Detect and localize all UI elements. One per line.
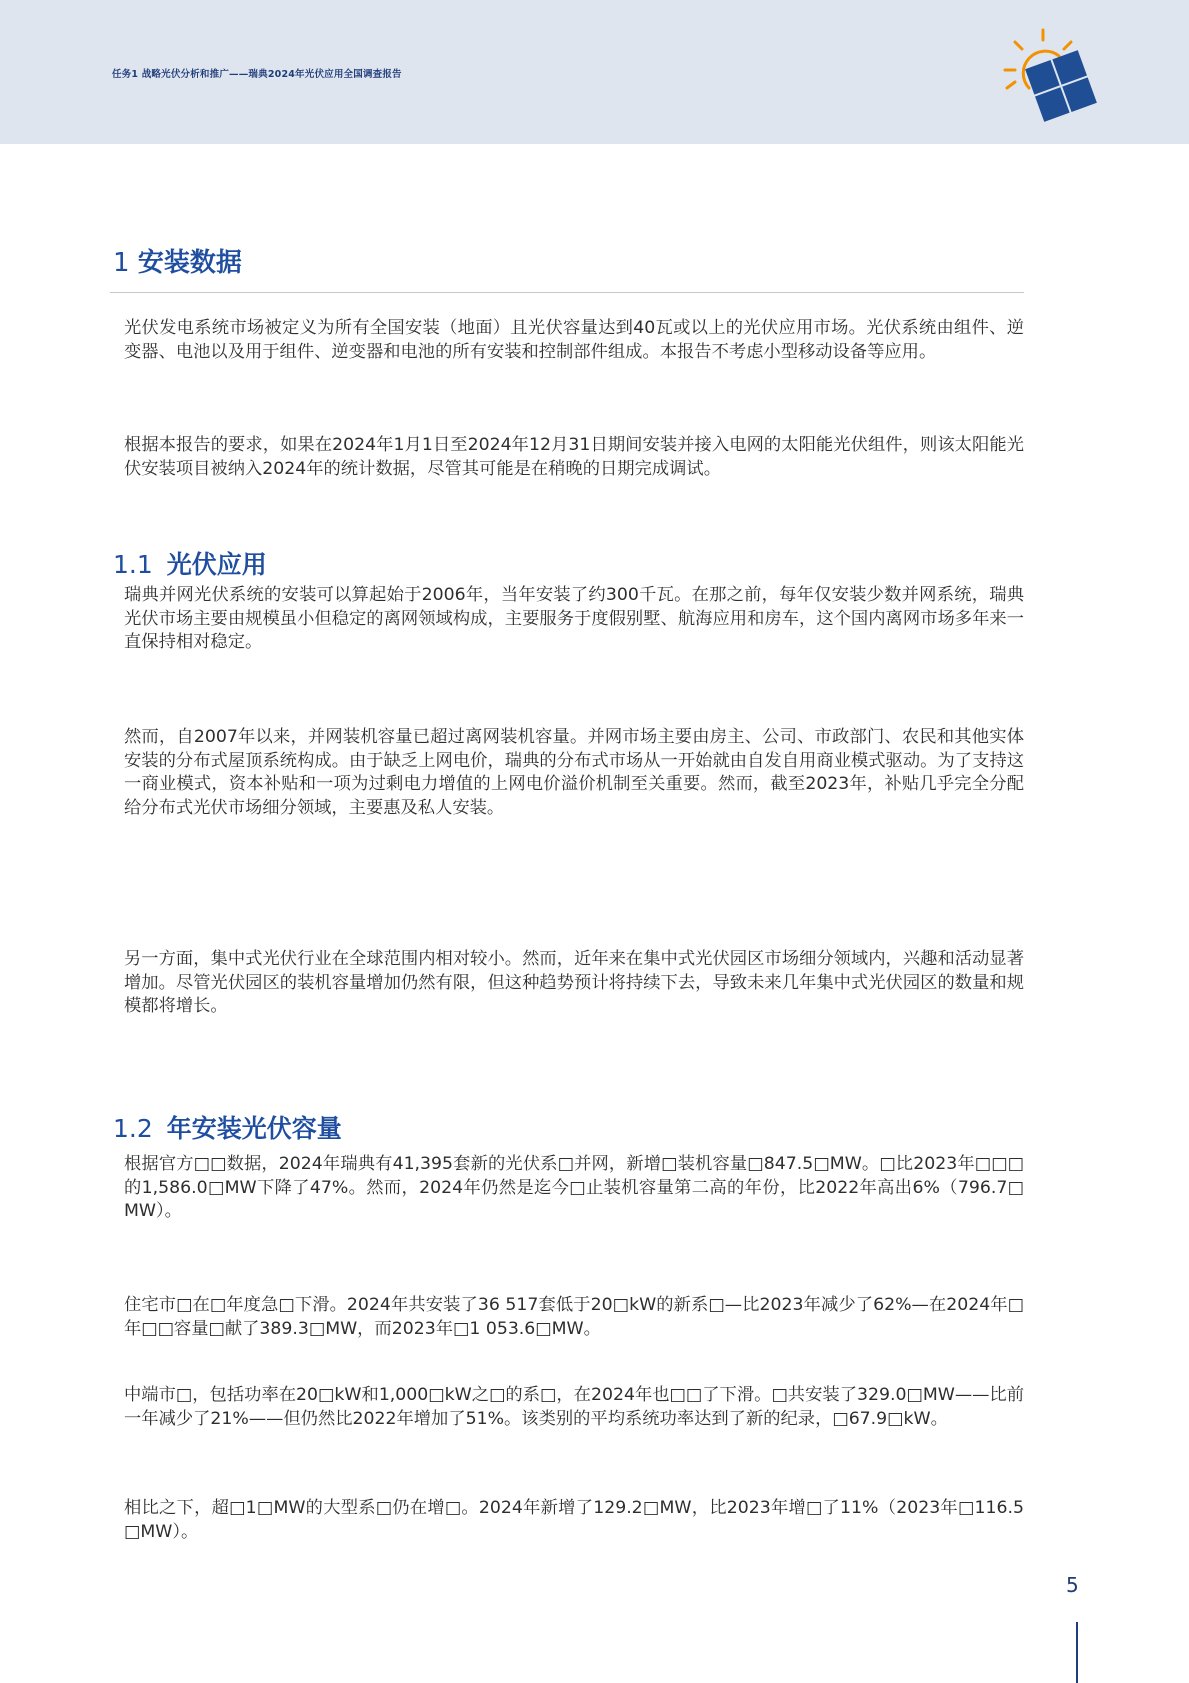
paragraph: 相比之下，超□1□MW的大型系□仍在增□。2024年新增了129.2□MW，比2023年增□了11%（2023年□116.5□MW）。 (124, 1498, 1024, 1542)
section-1-2-heading (113, 1109, 342, 1145)
paragraph: 另一方面，集中式光伏行业在全球范围内相对较小。然而，近年来在集中式光伏园区市场细分领域内，兴趣和活动显著增加。尽管光伏园区的装机容量增加仍然有限，但这种趋势预计将持续下去，导致未来几年集中式光伏园区的数量和规模都将增长。 (124, 949, 1024, 1016)
paragraph: 根据本报告的要求，如果在2024年1月1日至2024年12月31日期间安装并接入电网的太阳能光伏组件，则该太阳能光伏安装项目被纳入2024年的统计数据，尽管其可能是在稍晚的日期完成调试。 (124, 435, 1024, 479)
section-1-1-title: 光伏应用 (166, 550, 267, 579)
paragraph: 然而，自2007年以来，并网装机容量已超过离网装机容量。并网市场主要由房主、公司、市政部门、农民和其他实体安装的分布式屋顶系统构成。由于缺乏上网电价，瑞典的分布式市场从一开始就由自发自用商业模式驱动。为了支持这一商业模式，资本补贴和一项为过剩电力增值的上网电价溢价机制至关重要。然而，截至2023年，补贴几乎完全分配给分布式光伏市场细分领域，主要惠及私人安装。 (124, 727, 1024, 818)
paragraph: 瑞典并网光伏系统的安装可以算起始于2006年，当年安装了约300千瓦。在那之前，每年仅安装少数并网系统，瑞典光伏市场主要由规模虽小但稳定的离网领域构成，主要服务于度假别墅、航海应用和房车，这个国内离网市场多年来一直保持相对稳定。 (124, 585, 1024, 652)
paragraph: 根据官方□□数据，2024年瑞典有41,395套新的光伏系□并网，新增□装机容量□847.5□MW。□比2023年□□□的1,586.0□MW下降了47%。然而，2024年仍然是迄今□止装机容量第二高的年份，比2022年高出6%（796.7□MW）。 (124, 1154, 1024, 1221)
paragraph: 住宅市□在□年度急□下滑。2024年共安装了36 517套低于20□kW的新系□—比2023年减少了62%—在2024年□年□□容量□献了389.3□MW，而2023年□1 053.6□MW。 (124, 1295, 1024, 1339)
section-1-number: 1 (113, 248, 130, 278)
header-title: 任务1 战略光伏分析和推广——瑞典2024年光伏应用全国调查报告 (112, 69, 402, 80)
section-1-1-heading (113, 545, 267, 581)
solar-panel-sun-icon (995, 26, 1105, 126)
heading-divider (110, 292, 1024, 293)
section-1-heading (113, 242, 242, 279)
page-number: 5 (1066, 1573, 1079, 1597)
page-header (0, 0, 1189, 144)
section-1-title: 安装数据 (137, 248, 242, 278)
section-1-2-number: 1.2 (113, 1114, 153, 1143)
section-1-1-number: 1.1 (113, 550, 153, 579)
page-number-bar (1076, 1622, 1078, 1683)
section-1-2-title: 年安装光伏容量 (166, 1114, 342, 1143)
paragraph: 光伏发电系统市场被定义为所有全国安装（地面）且光伏容量达到40瓦或以上的光伏应用市场。光伏系统由组件、逆变器、电池以及用于组件、逆变器和电池的所有安装和控制部件组成。本报告不考虑小型移动设备等应用。 (124, 318, 1024, 362)
paragraph: 中端市□，包括功率在20□kW和1,000□kW之□的系□，在2024年也□□了下滑。□共安装了329.0□MW——比前一年减少了21%——但仍然比2022年增加了51%。该类别的平均系统功率达到了新的纪录，□67.9□kW。 (124, 1385, 1024, 1429)
